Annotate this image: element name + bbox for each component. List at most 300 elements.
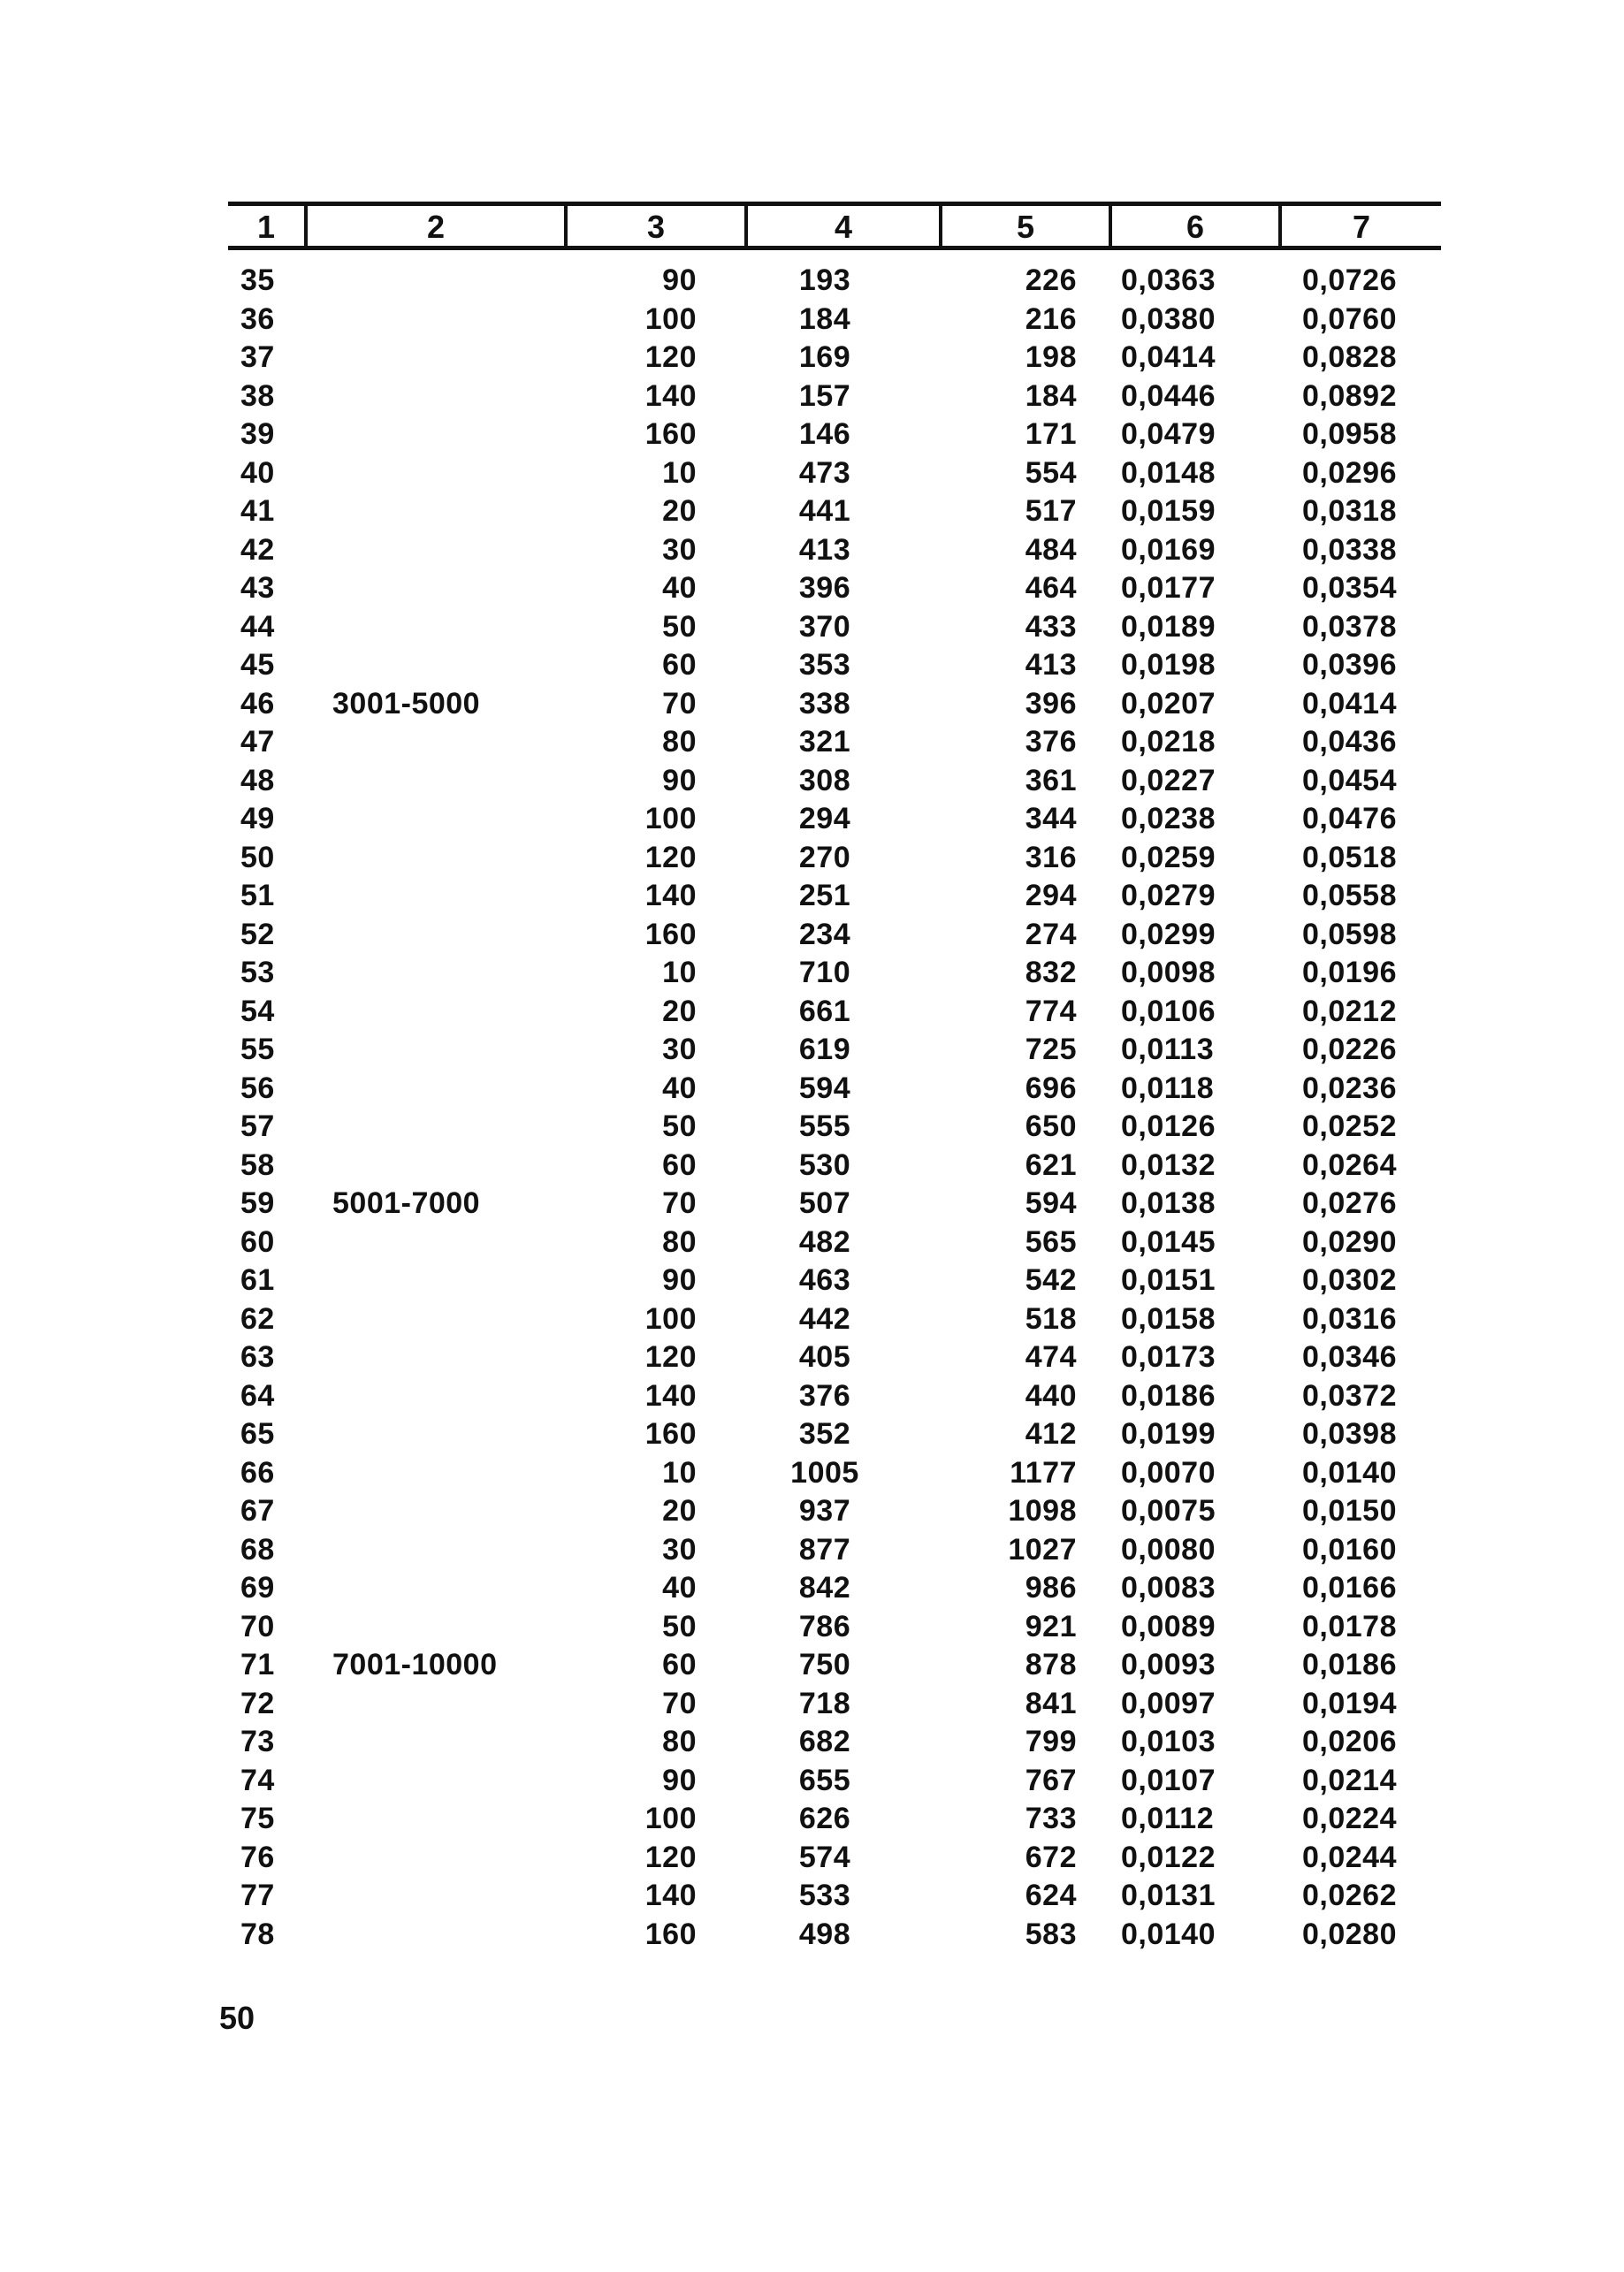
row-number: 35	[240, 263, 275, 297]
row-number: 53	[240, 956, 275, 989]
table-row	[228, 646, 1441, 685]
table-top-rule	[228, 202, 1441, 206]
row-number: 68	[240, 1532, 275, 1567]
col7-cell: 0,0166	[1302, 1571, 1397, 1605]
col6-cell: 0,0083	[1121, 1571, 1216, 1605]
col5-cell: 294	[1025, 879, 1077, 912]
col4-cell: 352	[798, 1417, 851, 1451]
col3-cell: 10	[662, 956, 697, 989]
col4-cell: 146	[798, 417, 851, 451]
col7-cell: 0,0892	[1302, 378, 1397, 413]
table-row	[228, 1300, 1441, 1339]
row-number: 60	[240, 1224, 275, 1259]
col3-cell: 10	[662, 1455, 697, 1490]
col7-cell: 0,0252	[1302, 1109, 1397, 1143]
col4-cell: 594	[798, 1071, 851, 1105]
col6-cell: 0,0131	[1121, 1879, 1216, 1912]
col5-cell: 878	[1025, 1648, 1077, 1681]
col5-cell: 1027	[1008, 1532, 1077, 1567]
col7-cell: 0,0262	[1302, 1879, 1397, 1912]
col4-cell: 533	[798, 1879, 851, 1912]
col3-cell: 140	[644, 1879, 697, 1912]
col4-cell: 157	[798, 378, 851, 413]
col4-cell: 750	[798, 1648, 851, 1681]
table-row	[228, 1646, 1441, 1685]
col7-cell: 0,0178	[1302, 1609, 1397, 1643]
col7-cell: 0,0280	[1302, 1917, 1397, 1951]
col4-cell: 370	[798, 609, 851, 644]
table-row	[228, 416, 1441, 454]
col4-cell: 530	[798, 1147, 851, 1182]
col4-cell: 321	[798, 725, 851, 759]
col6-cell: 0,0158	[1121, 1301, 1216, 1336]
col3-cell: 140	[644, 879, 697, 912]
row-number: 54	[240, 994, 275, 1028]
col7-cell: 0,0958	[1302, 417, 1397, 451]
table-row	[228, 492, 1441, 531]
col7-cell: 0,0346	[1302, 1340, 1397, 1374]
col7-cell: 0,0354	[1302, 571, 1397, 605]
col6-cell: 0,0098	[1121, 956, 1216, 989]
col4-cell: 338	[798, 686, 851, 720]
row-number: 67	[240, 1494, 275, 1528]
col7-cell: 0,0302	[1302, 1263, 1397, 1297]
col4-cell: 353	[798, 648, 851, 682]
table-row	[228, 1454, 1441, 1493]
col5-cell: 474	[1025, 1340, 1077, 1374]
column-header-1: 1	[256, 209, 276, 245]
row-number: 63	[240, 1340, 275, 1374]
col3-cell: 120	[644, 1840, 697, 1874]
col4-cell: 786	[798, 1609, 851, 1643]
col4-cell: 842	[798, 1571, 851, 1605]
col3-cell: 100	[644, 802, 697, 835]
col5-cell: 412	[1025, 1417, 1077, 1451]
col4-cell: 473	[798, 455, 851, 490]
row-number: 76	[240, 1840, 275, 1874]
col3-cell: 90	[662, 763, 697, 797]
row-number: 38	[240, 378, 275, 413]
col5-cell: 1177	[1010, 1455, 1077, 1490]
table-row	[228, 1569, 1441, 1608]
col5-cell: 672	[1025, 1840, 1077, 1874]
row-number: 70	[240, 1609, 275, 1643]
col7-cell: 0,0296	[1302, 455, 1397, 490]
table-row	[228, 1492, 1441, 1531]
column-header-5: 5	[1016, 209, 1035, 245]
table-row	[228, 1108, 1441, 1147]
col6-cell: 0,0380	[1121, 301, 1216, 336]
col6-cell: 0,0199	[1121, 1417, 1216, 1451]
col5-cell: 316	[1025, 840, 1077, 874]
row-number: 58	[240, 1147, 275, 1182]
col4-cell: 308	[798, 763, 851, 797]
col3-cell: 140	[644, 1378, 697, 1413]
col4-cell: 413	[798, 532, 851, 567]
row-number: 73	[240, 1725, 275, 1758]
col6-cell: 0,0259	[1121, 840, 1216, 874]
col3-cell: 160	[644, 917, 697, 951]
col6-cell: 0,0227	[1121, 763, 1216, 797]
row-number: 39	[240, 417, 275, 451]
col3-cell: 50	[662, 1609, 697, 1643]
table-row	[228, 608, 1441, 647]
col4-cell: 626	[798, 1802, 851, 1835]
row-number: 46	[240, 686, 275, 720]
col4-cell: 270	[798, 840, 851, 874]
table-row	[228, 531, 1441, 570]
row-number: 51	[240, 879, 275, 912]
row-number: 48	[240, 763, 275, 797]
col7-cell: 0,0186	[1302, 1648, 1397, 1681]
col4-cell: 396	[798, 571, 851, 605]
col6-cell: 0,0103	[1121, 1725, 1216, 1758]
table-row	[228, 800, 1441, 839]
col4-cell: 442	[798, 1301, 851, 1336]
col7-cell: 0,0726	[1302, 263, 1397, 297]
col6-cell: 0,0138	[1121, 1186, 1216, 1220]
col4-cell: 405	[798, 1340, 851, 1374]
col7-cell: 0,0316	[1302, 1301, 1397, 1336]
col7-cell: 0,0236	[1302, 1071, 1397, 1105]
col6-cell: 0,0132	[1121, 1147, 1216, 1182]
table-row	[228, 954, 1441, 993]
col5-cell: 733	[1025, 1802, 1077, 1835]
col5-cell: 621	[1025, 1147, 1077, 1182]
table-row	[228, 1877, 1441, 1916]
table-row	[228, 1224, 1441, 1262]
col5-cell: 396	[1025, 686, 1077, 720]
table-row	[228, 685, 1441, 724]
col4-cell: 441	[798, 494, 851, 528]
col3-cell: 40	[662, 1571, 697, 1605]
col5-cell: 921	[1025, 1609, 1077, 1643]
col6-cell: 0,0097	[1121, 1686, 1216, 1720]
col6-cell: 0,0173	[1121, 1340, 1216, 1374]
col5-cell: 376	[1025, 725, 1077, 759]
col5-cell: 184	[1025, 378, 1077, 413]
column-header-6: 6	[1186, 209, 1205, 245]
col6-cell: 0,0089	[1121, 1609, 1216, 1643]
row-number: 59	[240, 1186, 275, 1220]
col6-cell: 0,0299	[1121, 917, 1216, 951]
col3-cell: 40	[662, 571, 697, 605]
col7-cell: 0,0290	[1302, 1224, 1397, 1259]
col3-cell: 10	[662, 455, 697, 490]
col7-cell: 0,0414	[1302, 686, 1397, 720]
col6-cell: 0,0169	[1121, 532, 1216, 567]
column-header-3: 3	[646, 209, 666, 245]
col5-cell: 1098	[1008, 1494, 1077, 1528]
col6-cell: 0,0479	[1121, 417, 1216, 451]
col4-cell: 682	[798, 1725, 851, 1758]
range-cell: 7001-10000	[332, 1648, 498, 1681]
col5-cell: 799	[1025, 1725, 1077, 1758]
col5-cell: 413	[1025, 648, 1077, 682]
table-row	[228, 1415, 1441, 1454]
col4-cell: 710	[798, 956, 851, 989]
col6-cell: 0,0107	[1121, 1763, 1216, 1797]
col5-cell: 774	[1025, 994, 1077, 1028]
page-number: 50	[219, 2000, 255, 2036]
col6-cell: 0,0279	[1121, 879, 1216, 912]
col5-cell: 344	[1025, 802, 1077, 835]
col4-cell: 877	[798, 1532, 851, 1567]
row-number: 52	[240, 917, 275, 951]
col3-cell: 50	[662, 609, 697, 644]
col4-cell: 1005	[790, 1455, 859, 1490]
col5-cell: 725	[1025, 1033, 1077, 1066]
col7-cell: 0,0224	[1302, 1802, 1397, 1835]
col7-cell: 0,0598	[1302, 917, 1397, 951]
col7-cell: 0,0244	[1302, 1840, 1397, 1874]
col7-cell: 0,0206	[1302, 1725, 1397, 1758]
table-body	[228, 262, 1441, 1954]
col5-cell: 650	[1025, 1109, 1077, 1143]
col6-cell: 0,0148	[1121, 455, 1216, 490]
table-row	[228, 1031, 1441, 1070]
col6-cell: 0,0070	[1121, 1455, 1216, 1490]
col6-cell: 0,0414	[1121, 340, 1216, 374]
col4-cell: 718	[798, 1686, 851, 1720]
range-cell: 3001-5000	[332, 686, 481, 720]
row-number: 56	[240, 1071, 275, 1105]
table-row	[228, 1800, 1441, 1839]
col4-cell: 251	[798, 879, 851, 912]
table-row	[228, 454, 1441, 493]
col6-cell: 0,0080	[1121, 1532, 1216, 1567]
col6-cell: 0,0075	[1121, 1494, 1216, 1528]
col4-cell: 184	[798, 301, 851, 336]
col7-cell: 0,0476	[1302, 802, 1397, 835]
row-number: 66	[240, 1455, 275, 1490]
col5-cell: 696	[1025, 1071, 1077, 1105]
table-row	[228, 1070, 1441, 1109]
table-row	[228, 339, 1441, 377]
col4-cell: 234	[798, 917, 851, 951]
row-number: 62	[240, 1301, 275, 1336]
row-number: 77	[240, 1879, 275, 1912]
row-number: 72	[240, 1686, 275, 1720]
table-row	[228, 762, 1441, 801]
table-row	[228, 1608, 1441, 1647]
table-row	[228, 1262, 1441, 1300]
col4-cell: 661	[798, 994, 851, 1028]
col4-cell: 482	[798, 1224, 851, 1259]
col7-cell: 0,0214	[1302, 1763, 1397, 1797]
col5-cell: 832	[1025, 956, 1077, 989]
col7-cell: 0,0150	[1302, 1494, 1397, 1528]
col4-cell: 574	[798, 1840, 851, 1874]
col7-cell: 0,0160	[1302, 1532, 1397, 1567]
col3-cell: 160	[644, 1417, 697, 1451]
col3-cell: 70	[662, 686, 697, 720]
col5-cell: 583	[1025, 1917, 1077, 1951]
col3-cell: 140	[644, 378, 697, 413]
header-bottom-rule	[228, 246, 1441, 250]
col6-cell: 0,0140	[1121, 1917, 1216, 1951]
col5-cell: 594	[1025, 1186, 1077, 1220]
col7-cell: 0,0378	[1302, 609, 1397, 644]
col5-cell: 554	[1025, 455, 1077, 490]
col6-cell: 0,0151	[1121, 1263, 1216, 1297]
col6-cell: 0,0363	[1121, 263, 1216, 297]
col4-cell: 193	[798, 263, 851, 297]
col5-cell: 986	[1025, 1571, 1077, 1605]
table-row	[228, 1685, 1441, 1724]
col7-cell: 0,0194	[1302, 1686, 1397, 1720]
col5-cell: 517	[1025, 494, 1077, 528]
col5-cell: 542	[1025, 1263, 1077, 1297]
table-row	[228, 916, 1441, 955]
table-row	[228, 1916, 1441, 1955]
row-number: 36	[240, 301, 275, 336]
col6-cell: 0,0218	[1121, 725, 1216, 759]
col6-cell: 0,0186	[1121, 1378, 1216, 1413]
col5-cell: 171	[1025, 417, 1077, 451]
col6-cell: 0,0207	[1121, 686, 1216, 720]
table-row	[228, 1338, 1441, 1377]
col6-cell: 0,0093	[1121, 1648, 1216, 1681]
col5-cell: 565	[1025, 1224, 1077, 1259]
col5-cell: 518	[1025, 1301, 1077, 1336]
table-row	[228, 1185, 1441, 1224]
col4-cell: 376	[798, 1378, 851, 1413]
col3-cell: 90	[662, 1763, 697, 1797]
row-number: 57	[240, 1109, 275, 1143]
col7-cell: 0,0558	[1302, 879, 1397, 912]
col6-cell: 0,0177	[1121, 571, 1216, 605]
col3-cell: 30	[662, 1532, 697, 1567]
row-number: 55	[240, 1033, 275, 1066]
table-row	[228, 839, 1441, 878]
col6-cell: 0,0446	[1121, 378, 1216, 413]
row-number: 44	[240, 609, 275, 644]
col5-cell: 226	[1025, 263, 1077, 297]
row-number: 75	[240, 1802, 275, 1835]
col3-cell: 20	[662, 994, 697, 1028]
table-row	[228, 1531, 1441, 1570]
col6-cell: 0,0113	[1121, 1033, 1215, 1066]
col5-cell: 433	[1025, 609, 1077, 644]
col6-cell: 0,0189	[1121, 609, 1216, 644]
col6-cell: 0,0106	[1121, 994, 1216, 1028]
col3-cell: 40	[662, 1071, 697, 1105]
col7-cell: 0,0338	[1302, 532, 1397, 567]
col4-cell: 169	[798, 340, 851, 374]
column-header-2: 2	[426, 209, 446, 245]
table-row	[228, 1377, 1441, 1416]
col5-cell: 274	[1025, 917, 1077, 951]
col7-cell: 0,0454	[1302, 763, 1397, 797]
col6-cell: 0,0112	[1121, 1802, 1215, 1835]
col3-cell: 100	[644, 301, 697, 336]
row-number: 41	[240, 494, 275, 528]
col6-cell: 0,0238	[1121, 802, 1216, 835]
col3-cell: 100	[644, 1802, 697, 1835]
table-row	[228, 301, 1441, 339]
table-row	[228, 569, 1441, 608]
col3-cell: 60	[662, 648, 697, 682]
row-number: 49	[240, 802, 275, 835]
col3-cell: 100	[644, 1301, 697, 1336]
col3-cell: 120	[644, 340, 697, 374]
col5-cell: 624	[1025, 1879, 1077, 1912]
col4-cell: 937	[798, 1494, 851, 1528]
col5-cell: 464	[1025, 571, 1077, 605]
col3-cell: 20	[662, 494, 697, 528]
table-row	[228, 877, 1441, 916]
row-number: 78	[240, 1917, 275, 1951]
row-number: 45	[240, 648, 275, 682]
table-row	[228, 993, 1441, 1032]
table-row	[228, 723, 1441, 762]
col4-cell: 507	[798, 1186, 851, 1220]
table-row	[228, 377, 1441, 416]
col7-cell: 0,0140	[1302, 1455, 1397, 1490]
col3-cell: 60	[662, 1648, 697, 1681]
col5-cell: 767	[1025, 1763, 1077, 1797]
row-number: 64	[240, 1378, 275, 1413]
col3-cell: 80	[662, 725, 697, 759]
table-row	[228, 1839, 1441, 1878]
table-row	[228, 262, 1441, 301]
column-header-7: 7	[1352, 209, 1371, 245]
row-number: 42	[240, 532, 275, 567]
col7-cell: 0,0518	[1302, 840, 1397, 874]
col3-cell: 90	[662, 1263, 697, 1297]
row-number: 47	[240, 725, 275, 759]
col6-cell: 0,0126	[1121, 1109, 1216, 1143]
col3-cell: 30	[662, 1033, 697, 1066]
col7-cell: 0,0276	[1302, 1186, 1397, 1220]
col7-cell: 0,0828	[1302, 340, 1397, 374]
col7-cell: 0,0196	[1302, 956, 1397, 989]
row-number: 65	[240, 1417, 275, 1451]
row-number: 71	[240, 1648, 275, 1681]
range-cell: 5001-7000	[332, 1186, 481, 1220]
table-row	[228, 1147, 1441, 1186]
col7-cell: 0,0436	[1302, 725, 1397, 759]
col3-cell: 90	[662, 263, 697, 297]
col7-cell: 0,0212	[1302, 994, 1397, 1028]
col6-cell: 0,0118	[1121, 1071, 1215, 1105]
col3-cell: 160	[644, 1917, 697, 1951]
table-row	[228, 1723, 1441, 1762]
col6-cell: 0,0198	[1121, 648, 1216, 682]
col5-cell: 841	[1025, 1686, 1077, 1720]
column-header-4: 4	[834, 209, 853, 245]
col3-cell: 70	[662, 1186, 697, 1220]
col7-cell: 0,0318	[1302, 494, 1397, 528]
col4-cell: 498	[798, 1917, 851, 1951]
row-number: 50	[240, 840, 275, 874]
row-number: 43	[240, 571, 275, 605]
col6-cell: 0,0122	[1121, 1840, 1216, 1874]
col3-cell: 120	[644, 840, 697, 874]
col3-cell: 20	[662, 1494, 697, 1528]
col6-cell: 0,0159	[1121, 494, 1216, 528]
col5-cell: 440	[1025, 1378, 1077, 1413]
col7-cell: 0,0760	[1302, 301, 1397, 336]
col4-cell: 294	[798, 802, 851, 835]
row-number: 61	[240, 1263, 275, 1297]
col4-cell: 655	[798, 1763, 851, 1797]
col3-cell: 120	[644, 1340, 697, 1374]
col3-cell: 50	[662, 1109, 697, 1143]
row-number: 74	[240, 1763, 275, 1797]
col3-cell: 160	[644, 417, 697, 451]
